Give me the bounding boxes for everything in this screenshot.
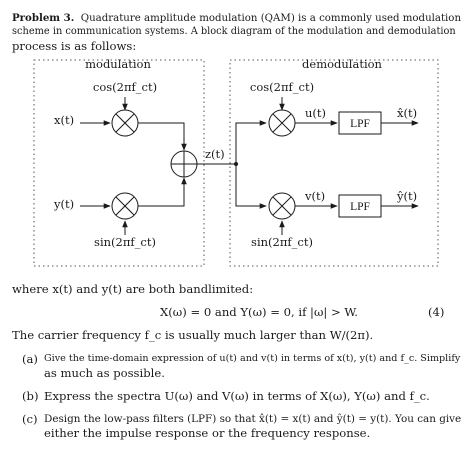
lpf-bottom-label: LPF <box>350 201 370 213</box>
carrier-sin-demod-label: sin(2πf_ct) <box>251 235 313 249</box>
multiplier-x <box>112 110 138 136</box>
z-to-demod-top <box>236 123 266 164</box>
item-a-line-2: as much as possible. <box>44 366 165 380</box>
problem-intro-line-2: scheme in communication systems. A block diagram of the modulation and demodulation <box>12 26 456 37</box>
carrier-sin-mod-label: sin(2πf_ct) <box>94 235 156 249</box>
z-to-demod-bottom <box>236 164 266 206</box>
path-x-to-summer <box>138 123 184 150</box>
item-c-label: (c) <box>22 412 38 426</box>
output-yhat-label: ŷ(t) <box>397 189 418 203</box>
intro-text-1: Quadrature amplitude modulation (QAM) is a commonly used modulation <box>80 13 462 24</box>
summer <box>171 151 197 177</box>
item-c-line-1: Design the low-pass filters (LPF) so that x̂(t) = x(t) and ŷ(t) = y(t). You can give <box>44 413 462 425</box>
modulation-title: modulation <box>85 57 151 71</box>
carrier-cos-mod-label: cos(2πf_ct) <box>92 80 158 94</box>
demod-multiplier-bottom <box>269 193 295 219</box>
equation: X(ω) = 0 and Y(ω) = 0, if |ω| > W. <box>160 305 358 319</box>
carrier-line: The carrier frequency f_c is usually much larger than W/(2π). <box>12 328 374 342</box>
demod-multiplier-top <box>269 110 295 136</box>
lpf-top-label: LPF <box>350 118 370 130</box>
demodulation-title: demodulation <box>302 57 382 71</box>
item-a-label: (a) <box>22 352 38 366</box>
problem-label: Problem 3. <box>12 12 75 24</box>
signal-z-label: z(t) <box>205 147 225 161</box>
path-y-to-summer <box>138 178 184 206</box>
output-xhat-label: x̂(t) <box>397 106 418 120</box>
problem-intro-line-3: process is as follows: <box>12 39 137 53</box>
item-b-label: (b) <box>22 389 39 403</box>
equation-number: (4) <box>428 305 445 319</box>
multiplier-y <box>112 193 138 219</box>
item-c-line-2: either the impulse response or the frequency response. <box>44 426 371 440</box>
item-a-line-1: Give the time-domain expression of u(t) and v(t) in terms of x(t), y(t) and f_c. Simplify <box>44 353 461 364</box>
signal-u-label: u(t) <box>305 106 327 120</box>
item-b-line-1: Express the spectra U(ω) and V(ω) in terms of X(ω), Y(ω) and f_c. <box>44 389 430 403</box>
input-y-label: y(t) <box>54 197 75 211</box>
input-x-label: x(t) <box>54 113 75 127</box>
bandlimited-line: where x(t) and y(t) are both bandlimited: <box>12 282 254 296</box>
signal-v-label: v(t) <box>305 189 326 203</box>
carrier-cos-demod-label: cos(2πf_ct) <box>249 80 315 94</box>
